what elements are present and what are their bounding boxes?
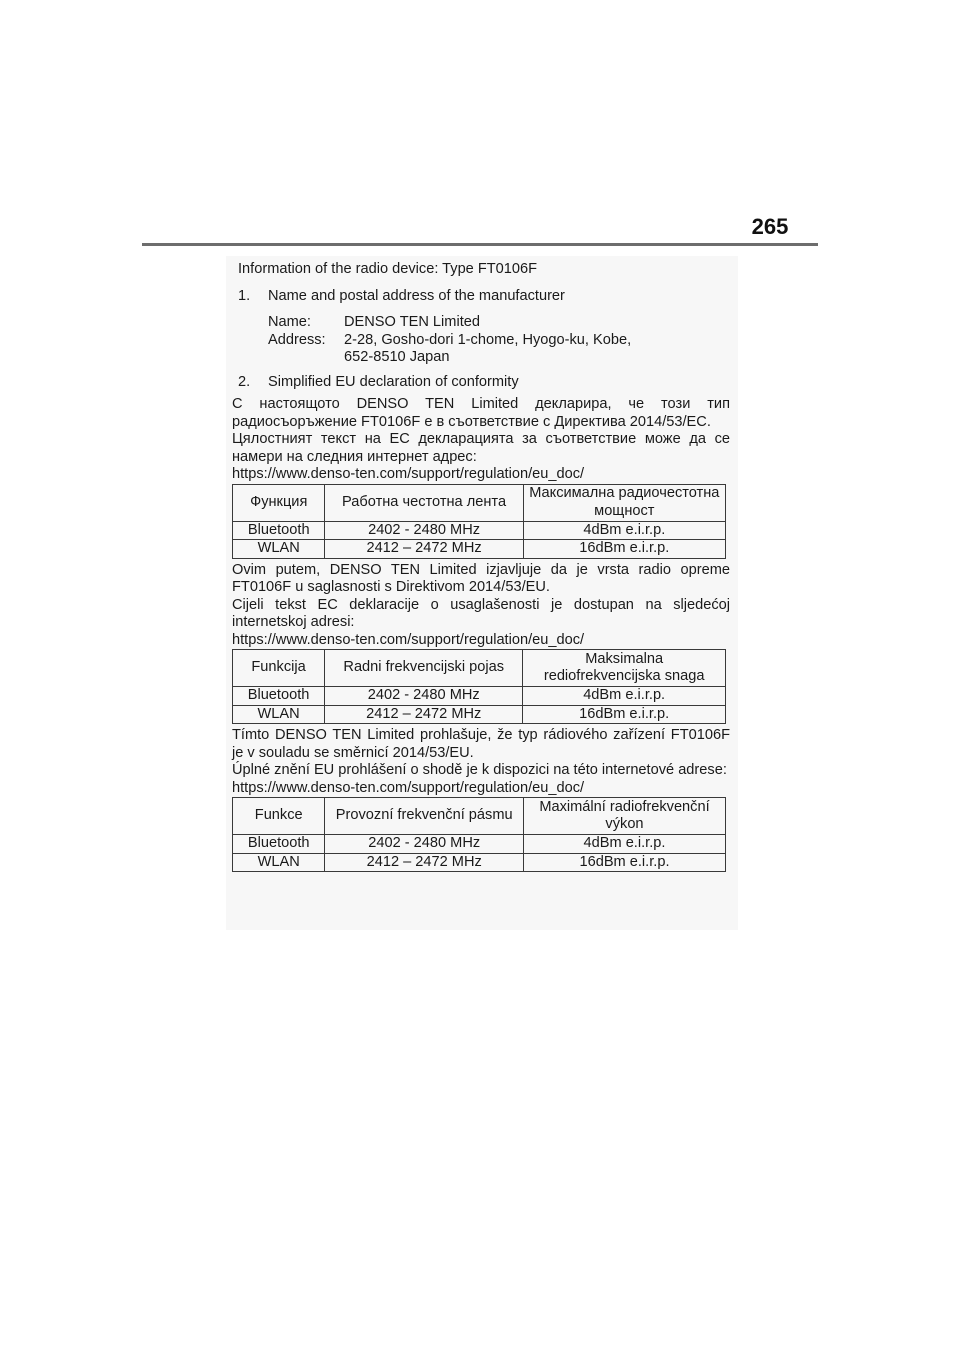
table-cell: WLAN bbox=[233, 853, 325, 872]
declaration-text: Tímto DENSO TEN Limited prohlašuje, že typ rádiového zařízení FT0106F je v souladu se směrnicí 2014/53/EU. bbox=[232, 727, 730, 761]
table-row bbox=[233, 687, 726, 706]
manufacturer-address bbox=[268, 314, 730, 367]
fulltext-notice: Цялостният текст на ЕС декларацията за съответствие може да се намери на следния интернет адрес: bbox=[232, 431, 730, 465]
declaration-section-czech bbox=[232, 727, 730, 872]
table-cell: 16dBm e.i.r.p. bbox=[523, 540, 725, 559]
fulltext-notice: Cijeli tekst EC deklaracije o usaglašenosti je dostupan na sljedećoj internetskoj adresi: bbox=[232, 596, 730, 630]
table-row bbox=[233, 853, 726, 872]
item-text: Simplified EU declaration of conformity bbox=[268, 373, 519, 390]
table-header-row bbox=[233, 798, 726, 835]
declaration-text: С настоящото DENSO TEN Limited декларира, че този тип радиосъоръжение FT0106F е в съответствие с Директива 2014/53/ЕС. bbox=[232, 396, 730, 430]
fulltext-notice: Úplné znění EU prohlášení o shodě je k dispozici na této internetové adrese: bbox=[232, 762, 727, 778]
radio-device-info-panel bbox=[226, 256, 738, 930]
frequency-table bbox=[232, 484, 726, 559]
numbered-item-1 bbox=[238, 288, 730, 306]
table-row bbox=[233, 540, 726, 559]
table-cell: WLAN bbox=[233, 705, 325, 724]
column-header: Максимална радиочестотна мощност bbox=[523, 484, 725, 521]
column-header: Radni frekvencijski pojas bbox=[325, 650, 523, 687]
table-cell: 4dBm e.i.r.p. bbox=[523, 521, 725, 540]
address-label: Address: bbox=[268, 331, 326, 348]
table-row bbox=[233, 835, 726, 854]
frequency-table bbox=[232, 797, 726, 872]
declaration-section-bulgarian bbox=[232, 396, 730, 559]
table-cell: Bluetooth bbox=[233, 687, 325, 706]
declaration-url-link[interactable]: https://www.denso-ten.com/support/regulation/eu_doc/ bbox=[232, 466, 585, 482]
name-value: DENSO TEN Limited bbox=[344, 314, 480, 330]
table-cell: WLAN bbox=[233, 540, 325, 559]
table-cell: 4dBm e.i.r.p. bbox=[523, 687, 726, 706]
page-number: 265 bbox=[751, 214, 789, 239]
table-cell: 2402 - 2480 MHz bbox=[325, 687, 523, 706]
address-row-2 bbox=[268, 349, 730, 367]
name-row bbox=[268, 314, 730, 332]
address-row bbox=[268, 332, 730, 350]
table-cell: Bluetooth bbox=[233, 521, 325, 540]
column-header: Funkce bbox=[233, 798, 325, 835]
table-cell: 2412 – 2472 MHz bbox=[325, 853, 524, 872]
item-text: Name and postal address of the manufacturer bbox=[268, 287, 565, 304]
address-line-1: 2-28, Gosho-dori 1-chome, Hyogo-ku, Kobe, bbox=[344, 331, 632, 348]
table-cell: 16dBm e.i.r.p. bbox=[523, 705, 726, 724]
numbered-item-2 bbox=[238, 374, 730, 392]
frequency-table bbox=[232, 649, 726, 724]
column-header: Funkcija bbox=[233, 650, 325, 687]
address-line-2: 652-8510 Japan bbox=[344, 349, 450, 365]
column-header: Provozní frekvenční pásmu bbox=[325, 798, 524, 835]
column-header: Функция bbox=[233, 484, 325, 521]
table-row bbox=[233, 705, 726, 724]
info-title: Information of the radio device: Type FT0106F bbox=[238, 261, 538, 277]
table-header-row bbox=[233, 484, 726, 521]
table-cell: Bluetooth bbox=[233, 835, 325, 854]
table-cell: 2412 – 2472 MHz bbox=[325, 705, 523, 724]
declaration-url-link[interactable]: https://www.denso-ten.com/support/regulation/eu_doc/ bbox=[232, 631, 585, 648]
table-header-row bbox=[233, 650, 726, 687]
declaration-url-link[interactable]: https://www.denso-ten.com/support/regulation/eu_doc/ bbox=[232, 779, 585, 796]
table-cell: 2402 - 2480 MHz bbox=[325, 835, 524, 854]
column-header: Maximální radiofrekvenční výkon bbox=[523, 798, 725, 835]
table-row bbox=[233, 521, 726, 540]
table-cell: 4dBm e.i.r.p. bbox=[523, 835, 725, 854]
column-header: Работна честотна лента bbox=[325, 484, 523, 521]
declaration-text: Ovim putem, DENSO TEN Limited izjavljuje da je vrsta radio opreme FT0106F u saglasnosti s Direktivom 2014/53/EU. bbox=[232, 561, 730, 595]
item-number: 2. bbox=[238, 373, 251, 390]
table-cell: 2412 – 2472 MHz bbox=[325, 540, 523, 559]
table-cell: 16dBm e.i.r.p. bbox=[523, 853, 725, 872]
header-rule bbox=[142, 243, 818, 246]
column-header: Maksimalna rediofrekvencijska snaga bbox=[523, 650, 726, 687]
table-cell: 2402 - 2480 MHz bbox=[325, 521, 523, 540]
name-label: Name: bbox=[268, 314, 311, 330]
declaration-section-bosnian bbox=[232, 562, 730, 725]
item-number: 1. bbox=[238, 287, 251, 304]
